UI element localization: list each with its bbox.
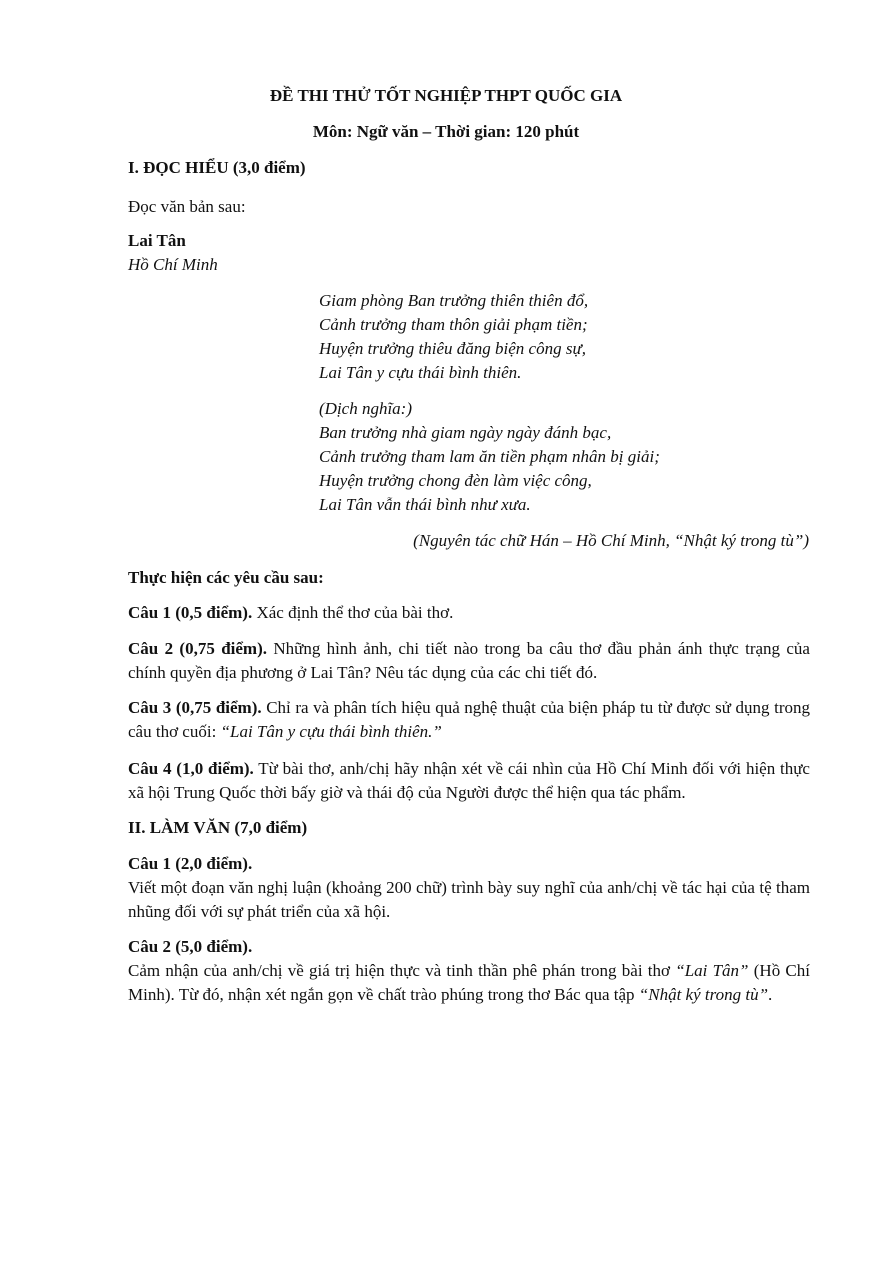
poem-title: Lai Tân (128, 231, 186, 250)
question-1 (128, 601, 810, 625)
tasks-heading: Thực hiện các yêu cầu sau: (128, 568, 324, 587)
reading-intro: Đọc văn bản sau: (128, 197, 246, 216)
question-label: Câu 4 (1,0 điểm). (128, 759, 254, 778)
poem-line: Lai Tân y cựu thái bình thiên. (319, 363, 522, 382)
essay-q2-text-part: (Hồ Chí Minh). Từ đó, nhận xét ngắn gọn về chất trào phúng trong thơ Bác qua tập (128, 961, 810, 1004)
essay-q2-quote: “Nhật ký trong tù” (638, 985, 769, 1004)
question-3 (128, 696, 810, 744)
question-quote: “Lai Tân y cựu thái bình thiên.” (220, 722, 442, 741)
poem-line: Giam phòng Ban trưởng thiên thiên đổ, (319, 291, 589, 310)
translation-line: Ban trưởng nhà giam ngày ngày đánh bạc, (319, 423, 612, 442)
question-text: Những hình ảnh, chi tiết nào trong ba câu thơ đầu phản ánh thực trạng của chính quyền địa phương ở Lai Tân? Nêu tác dụng của các chi tiết đó. (128, 639, 810, 682)
poem-line: Cảnh trưởng tham thôn giải phạm tiền; (319, 315, 588, 334)
essay-q2-text (128, 959, 810, 1007)
question-text: Chỉ ra và phân tích hiệu quả nghệ thuật của biện pháp tu từ được sử dụng trong câu thơ cuối: (128, 698, 810, 741)
essay-q1-label: Câu 1 (2,0 điểm). (128, 854, 253, 873)
question-4 (128, 757, 810, 805)
exam-title: ĐỀ THI THỬ TỐT NGHIỆP THPT QUỐC GIA (269, 86, 623, 105)
question-label: Câu 2 (0,75 điểm). (128, 639, 267, 658)
essay-q2-label: Câu 2 (5,0 điểm). (128, 937, 253, 956)
question-text: Xác định thể thơ của bài thơ. (252, 603, 454, 622)
essay-q2-text-part: . (768, 985, 773, 1004)
question-text: Từ bài thơ, anh/chị hãy nhận xét về cái nhìn của Hồ Chí Minh đối với hiện thực xã hội Trung Quốc thời bấy giờ và thái độ của Người được thể hiện qua tác phẩm. (128, 759, 810, 802)
translation-line: Lai Tân vẫn thái bình như xưa. (319, 495, 531, 514)
translation-line: Huyện trưởng chong đèn làm việc công, (319, 471, 592, 490)
question-label: Câu 1 (0,5 điểm). (128, 603, 253, 622)
exam-subtitle: Môn: Ngữ văn – Thời gian: 120 phút (312, 122, 580, 141)
section2-heading: II. LÀM VĂN (7,0 điểm) (128, 818, 308, 837)
question-2 (128, 637, 810, 685)
question-label: Câu 3 (0,75 điểm). (128, 698, 262, 717)
translation-line: Cảnh trưởng tham lam ăn tiền phạm nhân bị giải; (319, 447, 660, 466)
poem-line: Huyện trưởng thiêu đăng biện công sự, (319, 339, 586, 358)
poem-author: Hồ Chí Minh (128, 255, 218, 274)
translation-label: (Dịch nghĩa:) (319, 399, 413, 418)
section1-heading: I. ĐỌC HIỂU (3,0 điểm) (128, 158, 306, 177)
essay-q2-text-part: Cảm nhận của anh/chị về giá trị hiện thực và tinh thần phê phán trong bài thơ (128, 961, 676, 980)
poem-source: (Nguyên tác chữ Hán – Hồ Chí Minh, “Nhật ký trong tù”) (413, 531, 809, 550)
essay-q1-text: Viết một đoạn văn nghị luận (khoảng 200 chữ) trình bày suy nghĩ của anh/chị về tác hại của tệ tham nhũng đối với sự phát triển của xã hội. (128, 878, 810, 921)
essay-q2-quote: “Lai Tân” (675, 961, 749, 980)
